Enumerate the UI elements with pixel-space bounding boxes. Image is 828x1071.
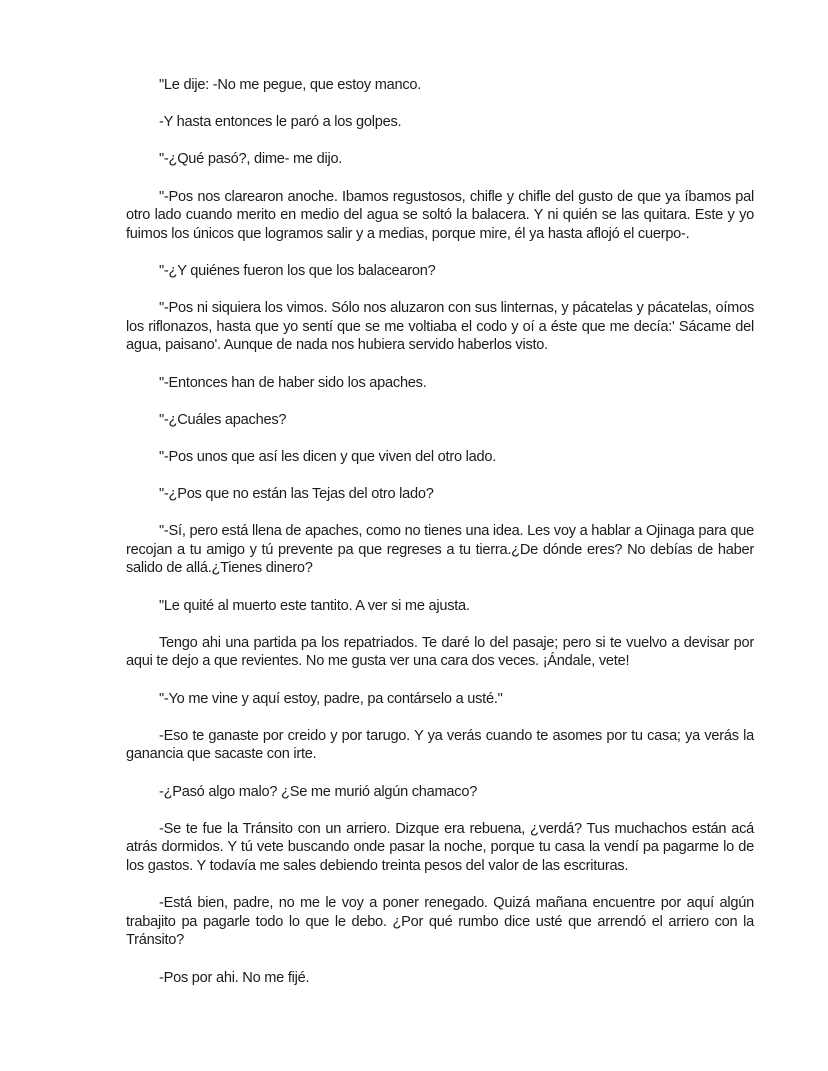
paragraph: -Y hasta entonces le paró a los golpes. [159,114,402,131]
paragraph: -Eso te ganaste por creido y por tarugo. Y ya verás cuando te asomes por tu casa; ya verás la ganancia que sacaste con irte. [126,727,754,763]
paragraph: "Le dije: -No me pegue, que estoy manco. [159,77,422,93]
paragraph: "-¿Pos que no están las Tejas del otro lado? [159,486,434,503]
paragraph: "Le quité al muerto este tantito. A ver si me ajusta. [159,597,470,614]
paragraph: "-Sí, pero está llena de apaches, como no tienes una idea. Les voy a hablar a Ojinaga para que recojan a tu amigo y tú prevente pa que regreses a tu tierra.¿De dónde eres? No debías de haber salido de allá.¿Tienes dinero? [126,523,754,577]
document-body [126,76,754,1006]
paragraph: -¿Pasó algo malo? ¿Se me murió algún chamaco? [159,783,478,800]
paragraph: -Se te fue la Tránsito con un arriero. Dizque era rebuena, ¿verdá? Tus muchachos están acá atrás dormidos. Y tú vete buscando onde pasar la noche, porque tu casa la vendí pa pagarme lo de los gastos. Y todavía me sales debiendo treinta pesos del valor de las escrituras. [126,820,754,874]
paragraph: "-¿Cuáles apaches? [159,411,287,428]
paragraph: "-Entonces han de haber sido los apaches. [159,374,427,391]
paragraph: "-Yo me vine y aquí estoy, padre, pa contárselo a usté." [159,690,503,707]
paragraph: "-¿Y quiénes fueron los que los balacearon? [159,262,436,279]
paragraph: Tengo ahi una partida pa los repatriados. Te daré lo del pasaje; pero si te vuelvo a devisar por aqui te dejo a que revientes. No me gusta ver una cara dos veces. ¡Ándale, vete! [126,634,754,670]
paragraph: "-Pos unos que así les dicen y que viven del otro lado. [159,448,497,465]
paragraph: "-Pos ni siquiera los vimos. Sólo nos aluzaron con sus linternas, y pácatelas y pácatelas, oímos los riflonazos, hasta que yo sentí que se me voltiaba el codo y oí a éste que me decía:' Sácame del agua, paisano'. Aunque de nada nos hubiera servido haberlos visto. [126,300,754,354]
paragraph: "-Pos nos clarearon anoche. Ibamos regustosos, chifle y chifle del gusto de que ya íbamos pal otro lado cuando merito en medio del agua se soltó la balacera. Y ni quién se las quitara. Este y yo fuimos los únicos que logramos salir y a medias, porque mire, él ya hasta aflojó el cuerpo-. [126,188,754,242]
paragraph: -Pos por ahi. No me fijé. [159,969,310,986]
paragraph: -Está bien, padre, no me le voy a poner renegado. Quizá mañana encuentre por aquí algún trabajito pa pagarle todo lo que le debo. ¿Por qué rumbo dice usté que arrendó el arriero con la Tránsito? [126,895,754,949]
paragraph: "-¿Qué pasó?, dime- me dijo. [159,151,343,168]
